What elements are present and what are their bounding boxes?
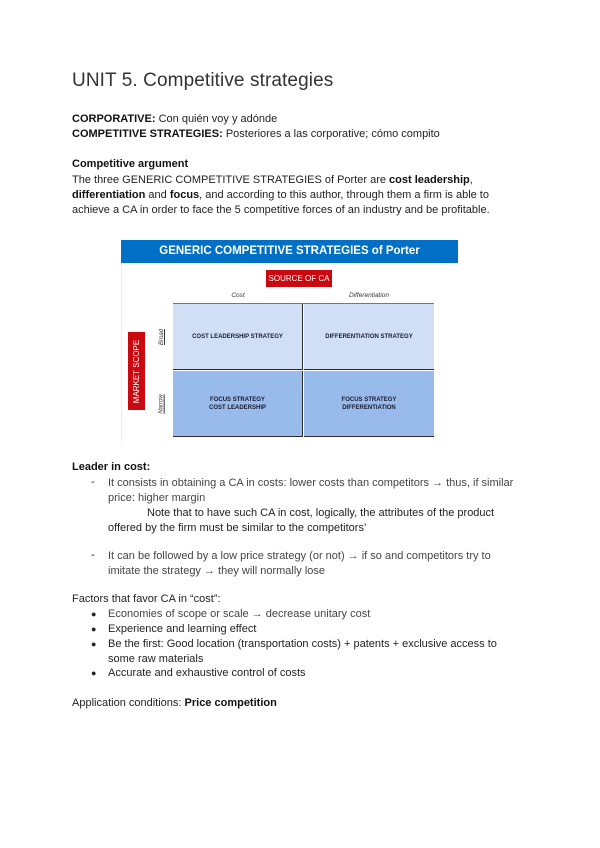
paragraph-line: achieve a CA in order to face the 5 competitive forces of an industry and be profitable.	[72, 204, 490, 216]
factors-heading: Factors that favor CA in “cost”:	[72, 593, 221, 605]
row-label-text: Narrow	[159, 394, 165, 414]
section-heading-leader-in-cost: Leader in cost:	[72, 461, 151, 473]
cell-cost-leadership-strategy	[173, 304, 303, 370]
list-item-line: Experience and learning effect	[108, 623, 257, 635]
section-heading-competitive-argument: Competitive argument	[72, 158, 189, 170]
diagram-banner: GENERIC COMPETITIVE STRATEGIES of Porter	[121, 240, 458, 263]
cell-text: COST LEADERSHIP STRATEGY	[192, 333, 283, 340]
cell-text: COST LEADERSHIP	[208, 404, 266, 411]
row-label-narrow	[157, 371, 167, 437]
application-value: Price competition	[184, 697, 277, 709]
cell-focus-differentiation	[304, 371, 434, 437]
market-scope-text: MARKET SCOPE	[132, 339, 142, 403]
list-item-line: Economies of scope or scale → decrease unitary cost	[108, 608, 371, 620]
bullet-icon: ●	[91, 609, 97, 619]
text-span: and	[145, 189, 170, 201]
page-title: UNIT 5. Competitive strategies	[72, 70, 334, 91]
cell-text: DIFFERENTIATION STRATEGY	[325, 333, 413, 340]
cell-text: DIFFERENTIATION	[342, 404, 396, 411]
cell-focus-cost-leadership	[173, 371, 303, 437]
note-line: Note that to have such CA in cost, logically, the attributes of the product	[147, 507, 495, 519]
market-scope-label	[128, 332, 145, 410]
cell-text: FOCUS STRATEGY	[341, 396, 397, 403]
list-item-line: Be the first: Good location (transportation costs) + patents + exclusive access to	[108, 638, 497, 650]
list-item-line: It can be followed by a low price strategy (or not) → if so and competitors try to	[108, 550, 491, 562]
definition-term: COMPETITIVE STRATEGIES:	[72, 128, 223, 140]
bullet-icon: ●	[91, 668, 97, 678]
diagram-frame	[121, 263, 122, 445]
dash-marker: -	[91, 476, 95, 488]
text-span: ,	[469, 174, 473, 186]
definition-text: Posteriores a las corporative; cómo compito	[222, 128, 440, 140]
column-label-cost: Cost	[231, 292, 245, 299]
emphasis-focus: focus	[169, 189, 200, 201]
list-item-line: It consists in obtaining a CA in costs: lower costs than competitors → thus, if similar	[108, 477, 514, 489]
emphasis-cost-leadership: cost leadership	[389, 174, 470, 186]
text-span: The three GENERIC COMPETITIVE STRATEGIES of Porter are	[72, 174, 390, 186]
row-label-text: Broad	[159, 328, 166, 346]
application-conditions	[72, 696, 277, 711]
list-item-line: price: higher margin	[108, 492, 206, 504]
list-item-line: Accurate and exhaustive control of costs	[108, 667, 306, 679]
application-label: Application conditions:	[72, 697, 185, 709]
list-item-line: some raw materials	[108, 653, 204, 665]
paragraph-line	[72, 188, 489, 203]
source-of-ca-label: SOURCE OF CA	[266, 270, 332, 287]
paragraph-line	[72, 173, 473, 188]
emphasis-differentiation: differentiation	[72, 189, 146, 201]
strategy-grid	[173, 304, 434, 437]
row-label-broad	[157, 304, 167, 370]
definition-text: Con quién voy y adónde	[155, 113, 278, 125]
note-line: offered by the firm must be similar to the competitors’	[108, 522, 367, 534]
dash-marker: -	[91, 549, 95, 561]
cell-text: FOCUS STRATEGY	[210, 396, 265, 403]
definition-corporative	[72, 112, 277, 127]
definition-competitive-strategies	[72, 127, 440, 142]
bullet-icon: ●	[91, 624, 97, 634]
bullet-icon: ●	[91, 639, 97, 649]
definition-term: CORPORATIVE:	[72, 113, 156, 125]
column-label-differentiation: Differentiation	[348, 292, 390, 299]
cell-differentiation-strategy	[304, 304, 434, 370]
list-item-line: imitate the strategy → they will normally lose	[108, 565, 326, 577]
text-span: , and according to this author, through them a firm is able to	[199, 189, 489, 201]
porter-strategies-diagram	[121, 240, 458, 445]
